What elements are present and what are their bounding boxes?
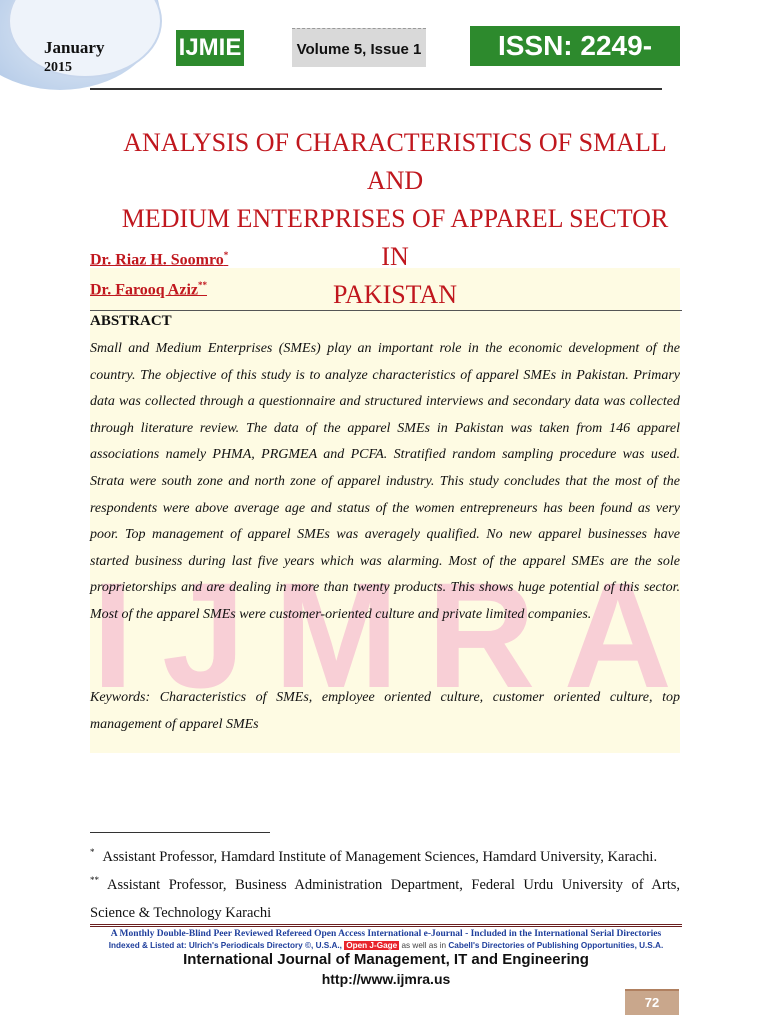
footnote-text: Assistant Professor, Business Administration Department, Federal Urdu University of Arts, Science & Technology Karachi (90, 876, 680, 921)
indexing-connector: as well as in (401, 941, 447, 950)
title-line: ANALYSIS OF CHARACTERISTICS OF SMALL AND (123, 128, 667, 195)
abstract-text: Small and Medium Enterprises (SMEs) play an important role in the economic development of the country. The objective of this study is to analyze characteristics of apparel SMEs in Pakistan. Primary data was collected through a questionnaire and structured interviews and secondary data was collected through literature review. The data of the apparel SMEs in Pakistan was taken from 146 apparel associations namely PHMA, PRGMEA and PCFA. Stratified random sampling procedure was used. Strata were south zone and north zone of apparel industry. This study concludes that the most of the respondents were above average age and status of the women entrepreneurs has been found as very poor. Top management of apparel SMEs was averagely qualified. No new apparel businesses have started business during last five years which was alarming. Most of the apparel SMEs are the sole proprietorships and are dealing in more than twenty products. This shows huge potential of this sector. Most of the apparel SMEs were customer-oriented culture and private limited companies. (90, 341, 680, 622)
footer-divider (90, 924, 682, 927)
footer-description: A Monthly Double-Blind Peer Reviewed Refereed Open Access International e-Journal - Included in the International Serial Directories (110, 929, 662, 939)
journal-name: International Journal of Management, IT and Engineering (183, 951, 589, 968)
title-line: MEDIUM ENTERPRISES OF APPAREL SECTOR IN (121, 204, 669, 271)
indexing-text: Indexed & Listed at: Ulrich's Periodicals Directory ©, U.S.A., (108, 941, 342, 950)
watermark-letter: M (273, 550, 409, 719)
volume-issue: Volume 5, Issue 1 (292, 28, 426, 67)
issue-month: January (44, 38, 105, 57)
footnote-text: Assistant Professor, Hamdard Institute of Management Sciences, Hamdard University, Karachi. (102, 848, 658, 865)
journal-abbreviation: IJMIE (176, 30, 244, 66)
author-mark: ** (198, 280, 207, 290)
title-line: PAKISTAN (332, 280, 458, 309)
watermark-letter: R (427, 550, 546, 719)
watermark-letter: J (162, 550, 256, 719)
watermark-letter: A (563, 550, 682, 719)
author-name: Dr. Riaz H. Soomro (90, 251, 224, 269)
footnote-mark: * (90, 847, 95, 857)
author-mark: * (223, 250, 229, 260)
keywords: Keywords: Characteristics of SMEs, employee oriented culture, customer oriented culture, top management of apparel SMEs (90, 690, 680, 732)
author-1 (90, 250, 228, 269)
footnote-2 (90, 866, 680, 927)
footnote-rule (90, 832, 270, 833)
journal-url-link[interactable]: http://www.ijmra.us (321, 971, 451, 987)
cabells-text: Cabell's Directories of Publishing Opportunities, U.S.A. (448, 941, 664, 950)
footer-indexing (90, 941, 682, 950)
author-2 (90, 280, 207, 299)
author-name: Dr. Farooq Aziz (90, 281, 198, 299)
page-number: 72 (625, 989, 679, 1015)
issue-year: 2015 (44, 60, 72, 75)
footnote-mark: ** (90, 875, 99, 885)
header-divider (90, 88, 662, 90)
watermark-letter: I (92, 550, 144, 719)
abstract-heading: ABSTRACT (90, 313, 172, 329)
open-jgage-link[interactable]: Open J-Gage (346, 941, 398, 950)
abstract-rule (90, 310, 682, 311)
issn-number: ISSN: 2249-0558 (470, 26, 680, 66)
